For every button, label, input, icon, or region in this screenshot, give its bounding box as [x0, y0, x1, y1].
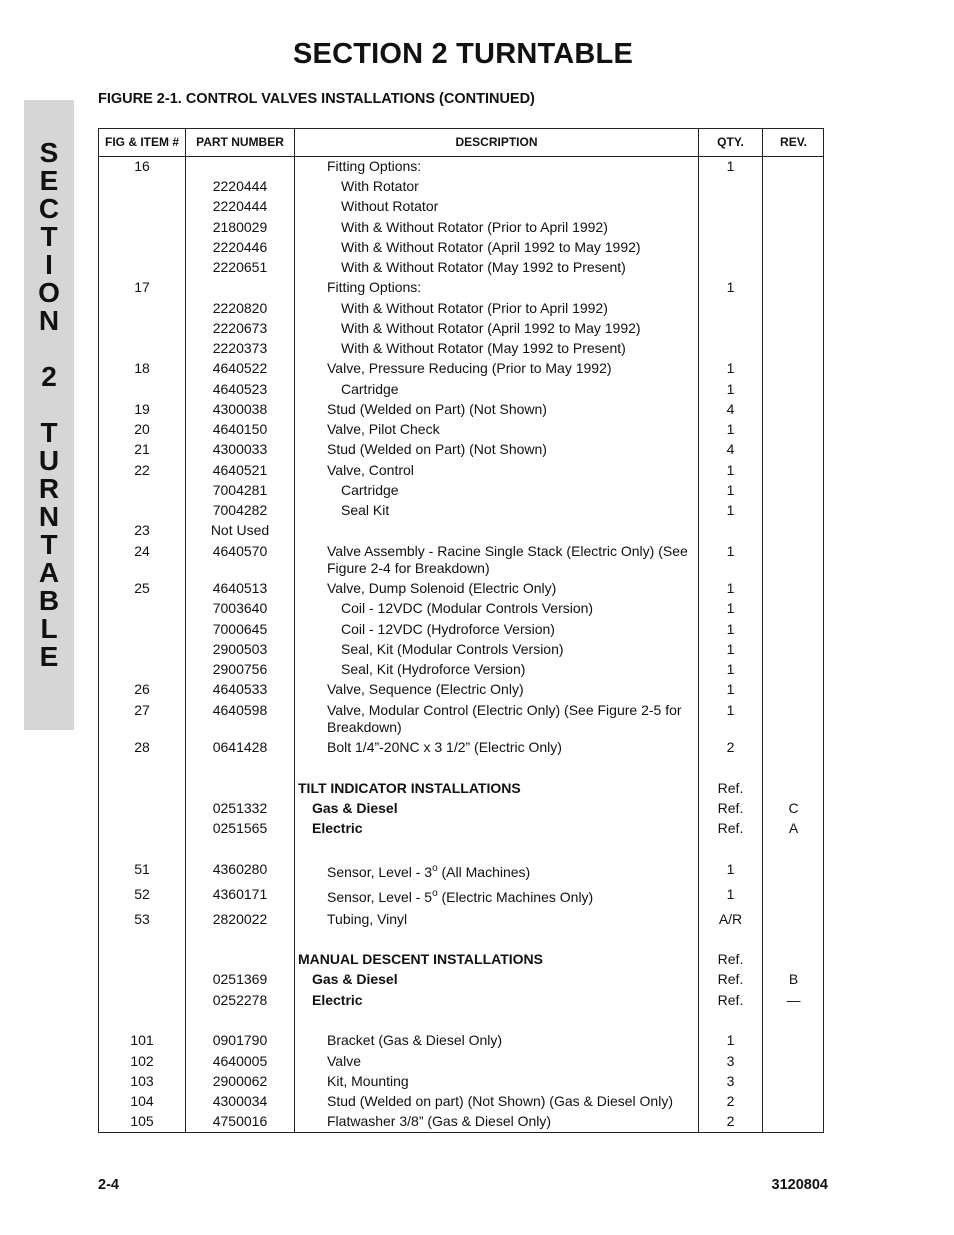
header-rev: REV. [780, 135, 807, 149]
description-suffix: (Electric Machines Only) [437, 889, 594, 905]
qty-cell: 1 [726, 641, 735, 657]
description-cell: Bracket (Gas & Diesel Only) [327, 1032, 503, 1048]
fig-item-cell: 27 [134, 702, 150, 718]
part-number-cell: 4360280 [212, 861, 268, 877]
fig-item-cell: 26 [134, 681, 150, 697]
part-number-cell: 0641428 [212, 739, 268, 755]
fig-item-cell: 17 [134, 279, 150, 295]
fig-item-cell: 105 [130, 1113, 154, 1129]
fig-item-cell: 103 [130, 1073, 154, 1089]
part-number-cell: 2220444 [212, 198, 268, 214]
description-cell: Valve Assembly - Racine Single Stack (Electric Only) (See Figure 2-4 for Breakdown) [327, 543, 688, 576]
description-cell: Kit, Mounting [327, 1073, 409, 1089]
rev-cell: B [788, 971, 799, 987]
description-cell: Electric [312, 992, 363, 1008]
side-tab-letter: O [38, 277, 60, 308]
qty-cell: 1 [726, 421, 735, 437]
qty-cell: 3 [726, 1073, 735, 1089]
qty-cell: 1 [726, 661, 735, 677]
side-tab-letter: T [40, 529, 58, 560]
qty-cell: 1 [726, 861, 735, 877]
degree-superscript: o [432, 888, 438, 899]
fig-item-cell: 102 [130, 1053, 154, 1069]
side-tab-letter: B [38, 585, 60, 616]
part-number-cell: 2900062 [212, 1073, 268, 1089]
part-number-cell: 2900756 [212, 661, 268, 677]
description-cell: Valve, Sequence (Electric Only) [327, 681, 524, 697]
qty-cell: 1 [726, 279, 735, 295]
qty-cell: 1 [726, 580, 735, 596]
description-cell [327, 864, 699, 883]
fig-item-cell: 16 [134, 158, 150, 174]
qty-cell: 1 [726, 462, 735, 478]
description-cell: Valve, Pressure Reducing (Prior to May 1992) [327, 360, 612, 376]
part-number-cell: 4640522 [212, 360, 268, 376]
qty-cell: Ref. [717, 820, 744, 836]
part-number-cell: 7004281 [212, 482, 268, 498]
part-number-cell: 2900503 [212, 641, 268, 657]
description-cell: Bolt 1/4”-20NC x 3 1/2” (Electric Only) [327, 739, 562, 755]
side-tab-letter: E [39, 165, 59, 196]
description-cell: Gas & Diesel [312, 971, 398, 987]
description-text: Sensor, Level - 3 [327, 864, 433, 880]
qty-cell: 2 [726, 739, 735, 755]
description-cell: Stud (Welded on Part) (Not Shown) [327, 441, 547, 457]
fig-item-cell: 52 [134, 886, 150, 902]
qty-cell: 1 [726, 702, 735, 718]
header-fig-item: FIG & ITEM # [104, 135, 179, 149]
description-cell: Electric [312, 820, 363, 836]
fig-item-cell: 104 [130, 1093, 154, 1109]
side-tab-letter: N [38, 305, 60, 336]
description-cell: Valve, Pilot Check [327, 421, 440, 437]
qty-cell: 1 [726, 502, 735, 518]
description-cell: With & Without Rotator (Prior to April 1992) [341, 300, 608, 316]
description-cell: Seal, Kit (Modular Controls Version) [341, 641, 564, 657]
degree-superscript: o [432, 863, 438, 874]
part-number-cell: 4750016 [212, 1113, 268, 1129]
side-tab-letter: T [40, 417, 58, 448]
part-number-cell: 2220373 [212, 340, 268, 356]
part-number-cell: 7003640 [212, 600, 268, 616]
page-number: 2-4 [98, 1177, 119, 1193]
description-cell: With & Without Rotator (Prior to April 1992) [341, 219, 608, 235]
side-tab-letter: E [39, 641, 59, 672]
description-cell: With & Without Rotator (May 1992 to Present) [341, 259, 626, 275]
fig-item-cell: 25 [134, 580, 150, 596]
description-cell: Flatwasher 3/8” (Gas & Diesel Only) [327, 1113, 552, 1129]
fig-item-cell: 101 [130, 1032, 154, 1048]
description-suffix: (All Machines) [437, 864, 531, 880]
fig-item-cell: 22 [134, 462, 150, 478]
description-cell: With & Without Rotator (April 1992 to May 1992) [341, 239, 641, 255]
qty-cell: 1 [726, 621, 735, 637]
qty-cell: 3 [726, 1053, 735, 1069]
part-number-cell: 4300034 [212, 1093, 268, 1109]
part-number-cell: Not Used [210, 522, 270, 538]
description-cell: Fitting Options: [327, 279, 422, 295]
part-number-cell: 7004282 [212, 502, 268, 518]
description-cell: Cartridge [341, 482, 399, 498]
description-cell: Coil - 12VDC (Hydroforce Version) [341, 621, 555, 637]
fig-item-cell: 18 [134, 360, 150, 376]
page-title: SECTION 2 TURNTABLE [293, 38, 633, 70]
side-tab-letter: L [40, 613, 58, 644]
part-number-cell: 4640570 [212, 543, 268, 559]
description-cell: With & Without Rotator (April 1992 to May 1992) [341, 320, 641, 336]
description-cell: Stud (Welded on part) (Not Shown) (Gas & Diesel Only) [327, 1093, 673, 1109]
side-tab-letter: T [40, 221, 58, 252]
fig-item-cell: 20 [134, 421, 150, 437]
part-number-cell: 4640598 [212, 702, 268, 718]
description-cell: With Rotator [341, 178, 419, 194]
qty-cell: 2 [726, 1113, 735, 1129]
fig-item-cell: 19 [134, 401, 150, 417]
qty-cell: 1 [726, 886, 735, 902]
part-number-cell: 4300033 [212, 441, 268, 457]
manual-number: 3120804 [771, 1177, 828, 1193]
section-side-tab [24, 100, 74, 730]
qty-cell: Ref. [717, 780, 744, 796]
qty-cell: Ref. [717, 992, 744, 1008]
qty-cell: Ref. [717, 800, 744, 816]
qty-cell: 1 [726, 360, 735, 376]
qty-cell: Ref. [717, 951, 744, 967]
description-cell: Cartridge [341, 381, 399, 397]
description-cell: Seal Kit [341, 502, 390, 518]
description-cell: Valve [327, 1053, 361, 1069]
side-tab-letter: C [38, 193, 60, 224]
qty-cell: A/R [718, 911, 743, 927]
description-cell: Stud (Welded on Part) (Not Shown) [327, 401, 547, 417]
description-cell: Valve, Dump Solenoid (Electric Only) [327, 580, 557, 596]
fig-item-cell: 21 [134, 441, 150, 457]
part-number-cell: 4640533 [212, 681, 268, 697]
part-number-cell: 2220673 [212, 320, 268, 336]
part-number-cell: 4640521 [212, 462, 268, 478]
description-cell: MANUAL DESCENT INSTALLATIONS [298, 951, 543, 967]
description-cell: Valve, Modular Control (Electric Only) (See Figure 2-5 for Breakdown) [327, 702, 682, 735]
description-cell: Valve, Control [327, 462, 414, 478]
part-number-cell: 2820022 [212, 911, 268, 927]
description-cell: Seal, Kit (Hydroforce Version) [341, 661, 526, 677]
part-number-cell: 2220446 [212, 239, 268, 255]
part-number-cell: 0901790 [212, 1032, 268, 1048]
part-number-cell: 2220651 [212, 259, 268, 275]
side-tab-letter: 2 [41, 361, 57, 392]
side-tab-letter: U [38, 445, 60, 476]
description-cell: With & Without Rotator (May 1992 to Present) [341, 340, 626, 356]
description-cell: Gas & Diesel [312, 800, 398, 816]
qty-cell: 2 [726, 1093, 735, 1109]
side-tab-letter: R [38, 473, 60, 504]
part-number-cell: 0251332 [212, 800, 268, 816]
fig-item-cell: 28 [134, 739, 150, 755]
parts-table [98, 128, 824, 1133]
description-cell: Fitting Options: [327, 158, 422, 174]
part-number-cell: 4300038 [212, 401, 268, 417]
part-number-cell: 4640150 [212, 421, 268, 437]
rev-cell: A [788, 820, 799, 836]
rev-cell: C [788, 800, 799, 816]
part-number-cell: 4360171 [212, 886, 268, 902]
description-cell: TILT INDICATOR INSTALLATIONS [298, 780, 521, 796]
qty-cell: 1 [726, 681, 735, 697]
header-part-number: PART NUMBER [196, 135, 284, 149]
qty-cell: 1 [726, 158, 735, 174]
description-text: Sensor, Level - 5 [327, 889, 433, 905]
header-description: DESCRIPTION [455, 135, 538, 149]
qty-cell: 1 [726, 600, 735, 616]
fig-item-cell: 23 [134, 522, 150, 538]
side-tab-letter: I [45, 249, 53, 280]
qty-cell: 4 [726, 401, 735, 417]
side-tab-letter: S [39, 137, 59, 168]
part-number-cell: 4640523 [212, 381, 268, 397]
description-cell: Without Rotator [341, 198, 439, 214]
description-cell [327, 889, 699, 908]
part-number-cell: 0251565 [212, 820, 268, 836]
fig-item-cell: 24 [134, 543, 150, 559]
part-number-cell: 2180029 [212, 219, 268, 235]
qty-cell: 4 [726, 441, 735, 457]
rev-cell: — [786, 992, 801, 1008]
fig-item-cell: 51 [134, 861, 150, 877]
qty-cell: Ref. [717, 971, 744, 987]
part-number-cell: 0251369 [212, 971, 268, 987]
part-number-cell: 7000645 [212, 621, 268, 637]
qty-cell: 1 [726, 1032, 735, 1048]
part-number-cell: 0252278 [212, 992, 268, 1008]
part-number-cell: 4640513 [212, 580, 268, 596]
fig-item-cell: 53 [134, 911, 150, 927]
qty-cell: 1 [726, 381, 735, 397]
part-number-cell: 4640005 [212, 1053, 268, 1069]
description-cell: Coil - 12VDC (Modular Controls Version) [341, 600, 594, 616]
figure-title: FIGURE 2-1. CONTROL VALVES INSTALLATIONS (CONTINUED) [98, 91, 535, 107]
qty-cell: 1 [726, 543, 735, 559]
qty-cell: 1 [726, 482, 735, 498]
side-tab-letter: A [38, 557, 60, 588]
description-cell: Tubing, Vinyl [327, 911, 408, 927]
side-tab-letter: N [38, 501, 60, 532]
part-number-cell: 2220820 [212, 300, 268, 316]
header-qty: QTY. [717, 135, 744, 149]
part-number-cell: 2220444 [212, 178, 268, 194]
